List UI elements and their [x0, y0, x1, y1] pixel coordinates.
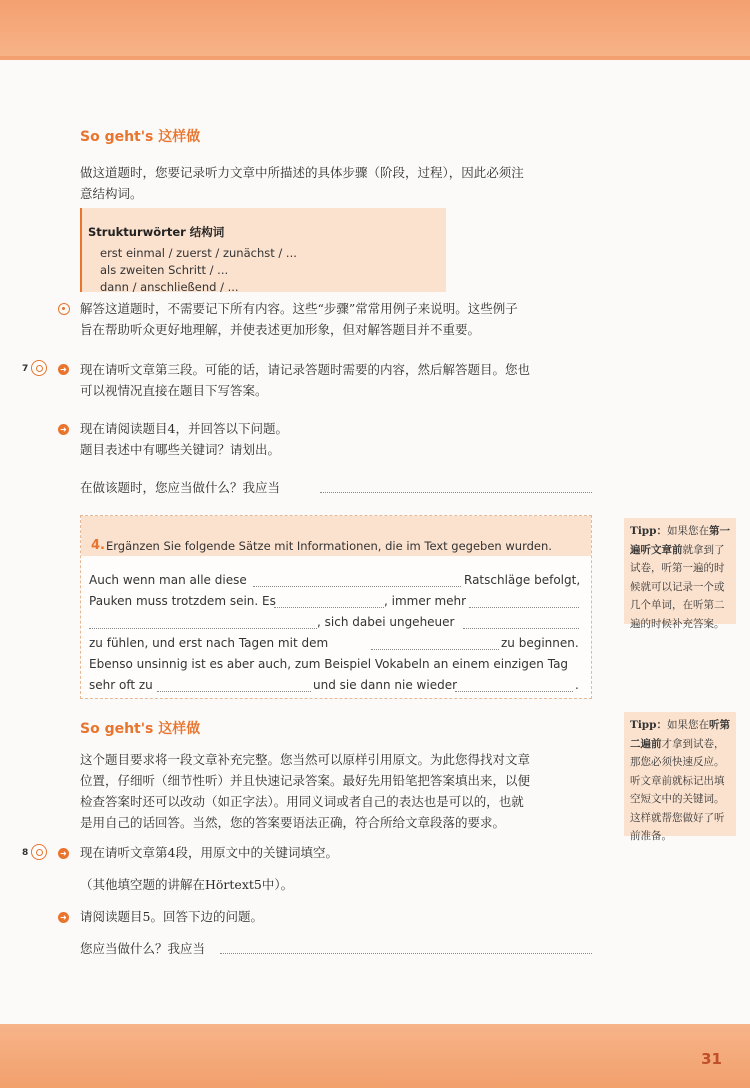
structure-word-line: dann / anschließend / ... [100, 280, 239, 294]
intro-paragraph [80, 162, 524, 204]
blank-field[interactable] [274, 607, 384, 608]
exercise-text: Ebenso unsinnig ist es aber auch, zum Beispiel Vokabeln an einem einzigen Tag [89, 657, 569, 671]
arrow-bullet-icon: ➜ [58, 424, 69, 435]
structure-words-box [80, 208, 446, 292]
hint-line-2: 旨在帮助听众更好地理解，并使表述更加形象，但对解答题目并不重要。 [80, 322, 481, 337]
read4-line-2: 题目表述中有哪些关键词？请划出。 [80, 442, 281, 457]
section-heading: So geht's 这样做 [80, 129, 201, 145]
exercise-text: Pauken muss trotzdem sein. Es [89, 594, 276, 608]
step8-line-2: （其他填空题的讲解在Hörtext5中）。 [80, 877, 294, 892]
blank-field[interactable] [253, 586, 461, 587]
tip-text: 如果您在 [667, 719, 709, 731]
section2-line-1: 这个题目要求将一段文章补充完整。您当然可以原样引用原文。为此您得找对文章 [80, 752, 531, 767]
exercise-text: und sie dann nie wieder [313, 678, 458, 692]
audio-track-icon[interactable] [31, 844, 47, 860]
exercise-text: zu beginnen. [501, 636, 579, 650]
tip-text: 才拿到试卷，那您必须快速反应。听文章前就标记出填空短文中的关键词。这样就帮您做好了听前准备。 [630, 737, 725, 842]
exercise-text: . [575, 678, 579, 692]
read4-paragraph [80, 418, 288, 460]
exercise-instruction: Ergänzen Sie folgende Sätze mit Informationen, die im Text gegeben wurden. [106, 539, 552, 553]
hint-paragraph [80, 298, 518, 340]
tip-box-2 [624, 712, 736, 842]
exercise-4-box [80, 515, 592, 699]
structure-words-title: Strukturwörter 结构词 [88, 225, 225, 239]
audio-track-number: 7 [22, 364, 29, 374]
step7-line-2: 可以视情况直接在题目下写答案。 [80, 383, 268, 398]
arrow-bullet-icon: ➜ [58, 848, 69, 859]
tip-label: Tipp： [630, 719, 667, 731]
page-number: 31 [701, 1050, 722, 1068]
blank-field[interactable] [89, 628, 317, 629]
blank-field[interactable] [371, 649, 499, 650]
arrow-bullet-icon: ➜ [58, 912, 69, 923]
tip-box-1 [624, 518, 736, 630]
read4-prompt: 在做该题时，您应当做什么？我应当 [80, 480, 281, 495]
answer-line[interactable] [220, 953, 592, 954]
section-heading: So geht's 这样做 [80, 721, 201, 737]
tip-emphasis: 听第二遍前 [630, 719, 730, 750]
audio-track-number: 8 [22, 848, 29, 858]
blank-field[interactable] [157, 691, 311, 692]
step7-paragraph [80, 359, 530, 401]
tip-emphasis: 第一遍听文章前 [630, 525, 730, 556]
exercise-text: sehr oft zu [89, 678, 153, 692]
exercise-text: , sich dabei ungeheuer [317, 615, 455, 629]
exercise-text: , immer mehr [384, 594, 467, 608]
read5-line-1: 请阅读题目5。回答下边的问题。 [80, 909, 263, 924]
answer-line[interactable] [320, 492, 592, 493]
section2-paragraph [80, 749, 530, 833]
exercise-text: Ratschläge befolgt, [464, 573, 581, 587]
step8-line-1: 现在请听文章第4段，用原文中的关键词填空。 [80, 845, 338, 860]
structure-word-line: erst einmal / zuerst / zunächst / ... [100, 246, 297, 260]
hint-icon [58, 303, 70, 315]
read4-line-1: 现在请阅读题目4，并回答以下问题。 [80, 421, 288, 436]
section2-line-3: 检查答案时还可以改动（如正字法）。用同义词或者自己的表达也是可以的，也就 [80, 794, 524, 809]
bottom-decorative-band [0, 1024, 750, 1088]
tip-text: 如果您在 [667, 525, 709, 537]
top-decorative-band [0, 0, 750, 60]
structure-word-line: als zweiten Schritt / ... [100, 263, 229, 277]
blank-field[interactable] [463, 628, 579, 629]
hint-line-1: 解答这道题时，不需要记下所有内容。这些“步骤”常常用例子来说明。这些例子 [80, 301, 518, 316]
section2-line-4: 是用自己的话回答。当然，您的答案要语法正确，符合所给文章段落的要求。 [80, 815, 506, 830]
audio-track-icon[interactable] [31, 360, 47, 376]
read5-prompt: 您应当做什么？我应当 [80, 941, 206, 956]
section2-line-2: 位置，仔细听（细节性听）并且快速记录答案。最好先用铅笔把答案填出来，以便 [80, 773, 531, 788]
blank-field[interactable] [469, 607, 579, 608]
arrow-bullet-icon: ➜ [58, 364, 69, 375]
intro-line-1: 做这道题时，您要记录听力文章中所描述的具体步骤（阶段，过程），因此必须注 [80, 165, 524, 180]
blank-field[interactable] [455, 691, 573, 692]
exercise-text: Auch wenn man alle diese [89, 573, 247, 587]
step7-line-1: 现在请听文章第三段。可能的话，请记录答题时需要的内容，然后解答题目。您也 [80, 362, 531, 377]
exercise-text: zu fühlen, und erst nach Tagen mit dem [89, 636, 329, 650]
intro-line-2: 意结构词。 [80, 186, 143, 201]
tip-text: 就拿到了试卷，听第一遍的时候就可以记录一个或几个单词，在听第二遍的时候补充答案。 [630, 543, 725, 630]
exercise-number: 4. [91, 538, 105, 553]
tip-label: Tipp： [630, 525, 667, 537]
